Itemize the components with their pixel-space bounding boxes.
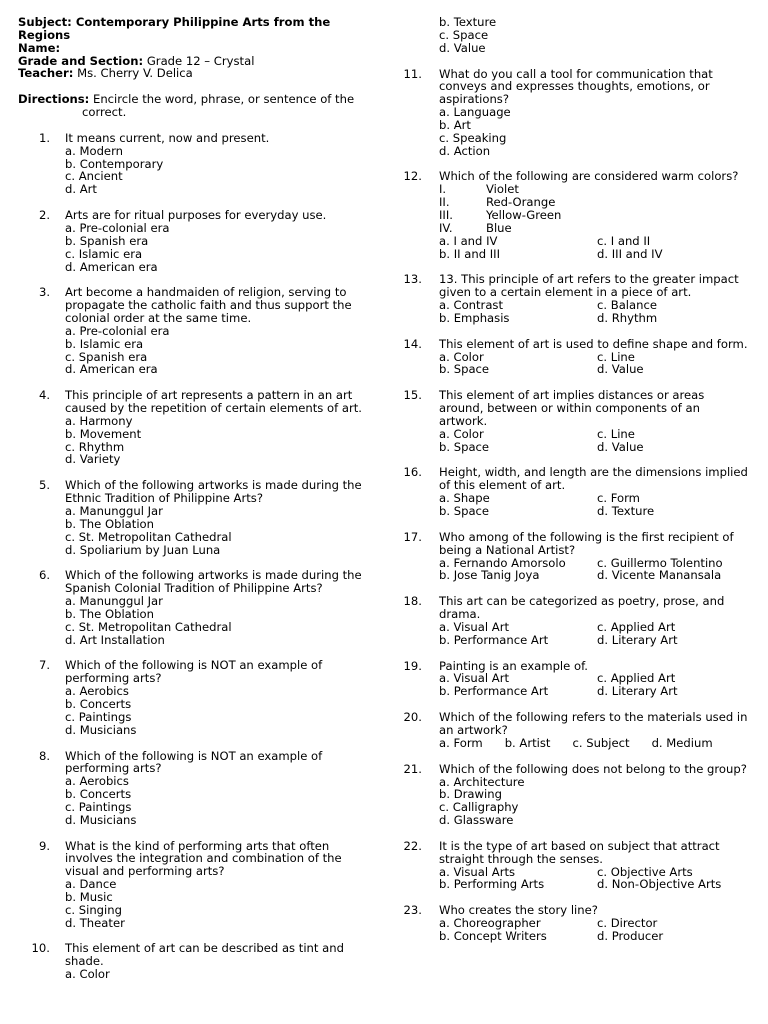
question-body	[439, 466, 760, 517]
answer-option: a. Visual Arts	[439, 864, 516, 879]
question-number: 5.	[38, 478, 50, 493]
question-item	[403, 388, 760, 454]
question-body	[65, 479, 390, 556]
answer-option-row	[439, 621, 760, 634]
question-text: Which of the following refers to the materials used in	[439, 710, 748, 725]
answer-option-row	[439, 441, 760, 454]
question-number: 20.	[403, 710, 422, 725]
answer-option: d. III and IV	[597, 246, 663, 261]
question-item	[18, 750, 390, 827]
question-item	[18, 286, 390, 376]
answer-option: c. Balance	[597, 298, 657, 313]
answer-option: d. Glassware	[439, 813, 514, 828]
answer-option: a. Aerobics	[65, 774, 129, 789]
question-item	[18, 479, 390, 556]
question-number: 16.	[403, 465, 422, 480]
answer-option: c. Islamic era	[65, 246, 143, 261]
answer-option: b. Artist	[504, 735, 551, 750]
answer-option: d. Rhythm	[597, 310, 658, 325]
answer-option: d. Non-Objective Arts	[597, 877, 722, 892]
question-text: Which of the following artworks is made during the	[65, 478, 362, 493]
question-body	[439, 338, 760, 377]
answer-option: b. Space	[439, 439, 490, 454]
question-item	[403, 336, 760, 377]
answer-option: d. Musicians	[65, 722, 137, 737]
question-body	[65, 659, 390, 736]
answer-option-row	[439, 505, 760, 518]
answer-option: d. Action	[439, 143, 491, 158]
answer-option: d. Medium	[651, 735, 713, 750]
directions-line: Directions: Encircle the word, phrase, or sentence of the	[18, 92, 355, 107]
answer-option: a. Modern	[65, 143, 123, 158]
question-body	[65, 840, 390, 930]
answer-option: b. Spanish era	[65, 233, 149, 248]
answer-option: b. Texture	[439, 15, 497, 29]
answer-option: b. Performance Art	[439, 632, 549, 647]
answer-option: a. Language	[439, 105, 511, 120]
question-text: performing arts?	[65, 671, 162, 686]
question-item	[18, 209, 390, 273]
question-item	[403, 169, 760, 261]
question-item	[403, 272, 760, 325]
question-text: Who creates the story line?	[439, 903, 598, 918]
question-body	[65, 389, 390, 466]
roman-numeral: I.	[439, 182, 447, 197]
answer-option: b. Islamic era	[65, 336, 144, 351]
answer-option: b. The Oblation	[65, 606, 154, 621]
question-number: 2.	[38, 208, 50, 223]
question-item	[403, 594, 760, 647]
question-text: conveys and expresses thoughts, emotions, or	[439, 79, 710, 94]
answer-option-row	[439, 737, 760, 750]
question-text: Painting is an example of.	[439, 658, 588, 673]
question-text: being a National Artist?	[439, 542, 576, 557]
question-text: Which of the following artworks is made during the	[65, 568, 362, 583]
question-body	[439, 531, 760, 582]
answer-option-row	[439, 878, 760, 891]
question-item	[18, 389, 390, 466]
q10-continued-options	[439, 16, 760, 55]
roman-text: Violet	[486, 182, 519, 197]
question-number: 7.	[38, 658, 50, 673]
question-number: 6.	[38, 568, 50, 583]
left-column	[18, 16, 390, 981]
question-item	[403, 529, 760, 583]
answer-option-row	[439, 235, 760, 248]
answer-option: b. Performance Art	[439, 684, 549, 699]
question-text: What is the kind of performing arts that often	[65, 838, 330, 853]
question-text: colonial order at the same time.	[65, 311, 252, 326]
question-item	[403, 838, 760, 892]
question-text: aspirations?	[439, 92, 509, 107]
question-number: 11.	[403, 66, 422, 81]
answer-option-row	[439, 634, 760, 647]
question-text: It is the type of art based on subject that attract	[439, 838, 720, 853]
question-text: This element of art can be described as tint and	[65, 941, 344, 956]
question-text: Ethnic Tradition of Philippine Arts?	[65, 491, 263, 506]
question-item	[18, 132, 390, 196]
answer-option: c. Form	[597, 491, 640, 506]
answer-option: b. The Oblation	[65, 516, 154, 531]
question-body	[65, 569, 390, 646]
answer-option: a. Visual Art	[439, 619, 510, 634]
answer-option: d. Vicente Manansala	[597, 568, 722, 583]
question-item	[403, 903, 760, 943]
answer-option: d. Art Installation	[65, 632, 165, 647]
question-number: 1.	[38, 130, 50, 145]
answer-option: c. Subject	[572, 735, 630, 750]
question-text: performing arts?	[65, 761, 162, 776]
question-text: Arts are for ritual purposes for everyday use.	[65, 208, 327, 223]
question-number: 14.	[403, 336, 422, 351]
answer-option: a. I and IV	[439, 233, 498, 248]
question-body	[65, 286, 390, 376]
answer-option: c. Rhythm	[65, 439, 125, 454]
right-column	[403, 15, 760, 943]
answer-option: d. Theater	[65, 915, 125, 930]
answer-option: b. Art	[439, 117, 471, 132]
answer-option: b. Movement	[65, 426, 142, 441]
answer-option: c. Applied Art	[597, 619, 676, 634]
answer-option: a. Pre-colonial era	[65, 220, 170, 235]
answer-option: c. Paintings	[65, 709, 132, 724]
answer-option-row	[439, 299, 760, 312]
question-item	[403, 761, 760, 828]
roman-numeral: III.	[439, 207, 453, 222]
question-number: 23.	[403, 903, 422, 918]
answer-option: d. Value	[597, 439, 644, 454]
question-text: around, between or within components of an	[439, 401, 700, 416]
answer-option: d. American era	[65, 259, 158, 274]
answer-option: b. Emphasis	[439, 310, 510, 325]
question-text: Which of the following does not belong to the group?	[439, 761, 747, 776]
answer-option: a. Aerobics	[65, 684, 129, 699]
answer-option: c. Ancient	[65, 169, 123, 184]
answer-option: b. Concerts	[65, 696, 132, 711]
roman-numeral: IV.	[439, 220, 453, 235]
question-text: Spanish Colonial Tradition of Philippine Arts?	[65, 581, 323, 596]
answer-option: a. Pre-colonial era	[65, 323, 170, 338]
question-body	[65, 942, 390, 981]
answer-option: b. Contemporary	[65, 156, 164, 171]
question-item	[403, 658, 760, 699]
answer-option: c. Calligraphy	[439, 800, 519, 815]
question-text: This element of art implies distances or areas	[439, 388, 705, 403]
question-text: involves the integration and combination of the	[65, 851, 342, 866]
answer-option: d. Literary Art	[597, 632, 678, 647]
question-text: given to a certain element in a piece of art.	[439, 285, 692, 300]
answer-option: b. Concerts	[65, 787, 132, 802]
answer-option-row	[439, 685, 760, 698]
question-body	[65, 132, 390, 196]
question-body	[439, 904, 760, 943]
answer-option: c. St. Metropolitan Cathedral	[65, 619, 232, 634]
question-number: 3.	[38, 285, 50, 300]
question-text: shade.	[65, 954, 104, 969]
answer-option: c. Speaking	[439, 130, 507, 145]
subject-line-cont: Regions	[18, 27, 71, 42]
answer-option: d. Art	[65, 182, 97, 197]
answer-option-row	[439, 312, 760, 325]
question-body	[439, 595, 760, 646]
answer-option: c. St. Metropolitan Cathedral	[65, 529, 232, 544]
question-number: 18.	[403, 594, 422, 609]
answer-option: a. Choreographer	[439, 916, 541, 931]
teacher-line: Teacher: Ms. Cherry V. Delica	[18, 66, 193, 81]
question-item	[403, 465, 760, 518]
question-body	[439, 660, 760, 699]
answer-option: c. I and II	[597, 233, 651, 248]
roman-numeral: II.	[439, 195, 450, 210]
question-body	[65, 209, 390, 273]
question-item	[403, 66, 760, 158]
answer-option-row	[439, 428, 760, 441]
question-text: Which of the following is NOT an example of	[65, 658, 323, 673]
answer-option: b. Jose Tanig Joya	[439, 568, 540, 583]
question-body	[439, 763, 760, 827]
answer-option: a. Fernando Amorsolo	[439, 555, 566, 570]
answer-option: a. Color	[439, 426, 484, 441]
question-number: 9.	[38, 838, 50, 853]
question-text: It means current, now and present.	[65, 130, 270, 145]
answer-option: a. Color	[439, 349, 484, 364]
question-text: caused by the repetition of certain elements of art.	[65, 401, 362, 416]
answer-option: b. Space	[439, 362, 490, 377]
answer-option: c. Spanish era	[65, 349, 148, 364]
answer-option: d. Value	[597, 362, 644, 377]
answer-option: d. Musicians	[65, 812, 137, 827]
answer-option: b. Concept Writers	[439, 928, 547, 943]
answer-option: b. Performing Arts	[439, 877, 545, 892]
question-number: 4.	[38, 388, 50, 403]
answer-option: c. Guillermo Tolentino	[597, 555, 723, 570]
question-text: This principle of art represents a pattern in an art	[65, 388, 353, 403]
answer-option: d. Variety	[65, 452, 121, 467]
answer-option: d. Literary Art	[597, 684, 678, 699]
roman-option	[439, 209, 760, 222]
answer-option-row	[439, 930, 760, 943]
question-item	[403, 710, 760, 750]
question-text: Which of the following are considered warm colors?	[439, 169, 739, 184]
question-item	[18, 942, 390, 981]
question-body	[439, 170, 760, 260]
answer-option: a. Shape	[439, 491, 490, 506]
grade-section-line: Grade and Section: Grade 12 – Crystal	[18, 53, 255, 68]
question-text: propagate the catholic faith and thus support the	[65, 298, 352, 313]
question-item	[18, 659, 390, 736]
question-text: This element of art is used to define shape and form.	[439, 336, 748, 351]
question-body	[439, 273, 760, 324]
question-number: 22.	[403, 838, 422, 853]
answer-option: a. Architecture	[439, 774, 525, 789]
answer-option: c. Paintings	[65, 799, 132, 814]
answer-option: c. Line	[597, 349, 635, 364]
answer-option: c. Singing	[65, 902, 122, 917]
answer-option: c. Applied Art	[597, 671, 676, 686]
question-body	[65, 750, 390, 827]
question-item	[18, 569, 390, 646]
question-text: This art can be categorized as poetry, prose, and	[439, 594, 725, 609]
question-text: Height, width, and length are the dimensions implied	[439, 465, 748, 480]
answer-option: d. Texture	[597, 504, 655, 518]
answer-option: b. II and III	[439, 246, 501, 261]
answer-option-row	[439, 917, 760, 930]
roman-text: Blue	[486, 220, 512, 235]
answer-option-row	[439, 248, 760, 261]
answer-option-row	[439, 569, 760, 582]
answer-option: b. Drawing	[439, 787, 502, 802]
answer-option: c. Space	[439, 27, 489, 42]
question-body	[439, 389, 760, 453]
answer-option: c. Line	[597, 426, 635, 441]
question-number: 8.	[38, 748, 50, 763]
roman-text: Yellow-Green	[486, 207, 562, 222]
question-text: of this element of art.	[439, 478, 566, 493]
subject-line: Subject: Contemporary Philippine Arts from the	[18, 15, 331, 29]
left-question-list	[18, 132, 390, 981]
question-text: artwork.	[439, 413, 488, 428]
question-text: drama.	[439, 607, 481, 622]
question-body	[439, 711, 760, 750]
roman-text: Red-Orange	[486, 195, 556, 210]
answer-option-row	[439, 363, 760, 376]
directions-line-cont: correct.	[82, 105, 127, 120]
answer-option: d. Spoliarium by Juan Luna	[65, 542, 221, 557]
question-text: Which of the following is NOT an example of	[65, 748, 323, 763]
answer-option: a. Visual Art	[439, 671, 510, 686]
question-body	[439, 840, 760, 891]
question-text: Who among of the following is the first recipient of	[439, 529, 734, 544]
answer-option: d. Producer	[597, 928, 664, 943]
question-text: an artwork?	[439, 722, 508, 737]
question-text: 13. This principle of art refers to the greater impact	[439, 272, 739, 287]
name-line: Name:	[18, 40, 61, 55]
question-item	[18, 840, 390, 930]
answer-option: a. Color	[65, 967, 110, 982]
question-number: 17.	[403, 529, 422, 544]
question-body	[439, 68, 760, 158]
roman-option	[439, 222, 760, 235]
question-number: 12.	[403, 169, 422, 184]
answer-option: a. Harmony	[65, 413, 133, 428]
answer-option: c. Objective Arts	[597, 864, 693, 879]
answer-option: a. Manunggul Jar	[65, 594, 163, 609]
answer-option: c. Director	[597, 916, 658, 931]
answer-option: d. Value	[439, 40, 486, 55]
right-question-list	[403, 66, 760, 943]
question-number: 19.	[403, 658, 422, 673]
answer-option: a. Manunggul Jar	[65, 504, 163, 518]
question-text: What do you call a tool for communication that	[439, 66, 713, 81]
question-text: straight through the senses.	[439, 851, 603, 866]
answer-option: d. American era	[65, 362, 158, 377]
question-number: 21.	[403, 761, 422, 776]
question-number: 15.	[403, 388, 422, 403]
question-number: 10.	[31, 941, 50, 956]
answer-option: b. Music	[65, 889, 113, 904]
answer-option: b. Space	[439, 504, 490, 518]
question-text: Art become a handmaiden of religion, serving to	[65, 285, 347, 300]
answer-option: a. Form	[439, 735, 483, 750]
question-number: 13.	[403, 272, 422, 287]
answer-option: a. Dance	[65, 877, 117, 892]
question-text: visual and performing arts?	[65, 864, 225, 879]
answer-option: a. Contrast	[439, 298, 504, 313]
